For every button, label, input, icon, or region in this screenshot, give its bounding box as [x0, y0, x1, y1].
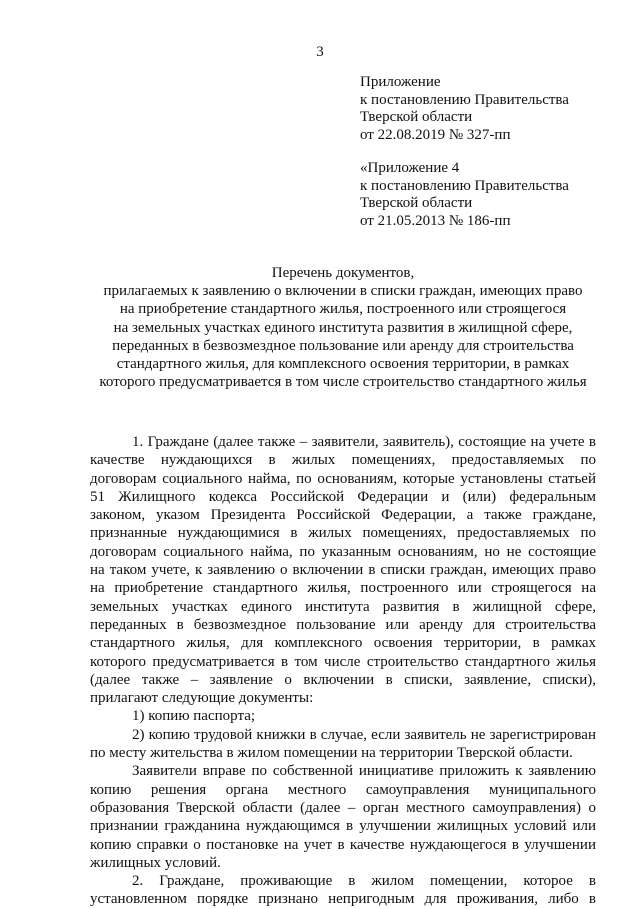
paragraph-line: на таком учете, к заявлению о включении в списки граждан, имеющих право: [90, 562, 596, 579]
appendix-header-current: [360, 74, 569, 144]
appendix-line: к постановлению Правительства: [360, 177, 569, 194]
document-title: [90, 264, 596, 391]
paragraph-line: копию решения органа местного самоуправления муниципального: [90, 781, 596, 798]
paragraph-line: признанные нуждающимися в жилых помещениях, предоставляемых по: [90, 525, 596, 542]
title-line: которого предусматривается в том числе строительство стандартного жилья: [99, 374, 587, 391]
paragraph-line: 1. Граждане (далее также – заявители, заявитель), состоящие на учете в: [132, 434, 596, 450]
paragraph-line: (далее также – заявление о включении в списки, заявление, списки),: [90, 671, 596, 688]
list-item-line: 1) копию паспорта;: [132, 708, 256, 725]
paragraph-line: переданных в безвозмездное пользование или аренду для строительства: [90, 616, 596, 633]
list-item-line: 2) копию трудовой книжки в случае, если заявитель не зарегистрирован: [132, 726, 596, 743]
title-line: стандартного жилья, для комплексного освоения территории, в рамках: [116, 356, 570, 373]
paragraph-line: стандартного жилья, для комплексного освоения территории, в рамках: [90, 635, 596, 652]
appendix-line: от 22.08.2019 № 327-пп: [360, 126, 511, 143]
appendix-line: от 21.05.2013 № 186-пп: [360, 212, 511, 229]
paragraph-line: 2. Граждане, проживающие в жилом помещении, которое в: [132, 873, 596, 890]
title-line: на приобретение стандартного жилья, построенного или строящегося: [119, 301, 567, 318]
title-line: прилагаемых к заявлению о включении в списки граждан, имеющих право: [103, 283, 583, 300]
paragraph-line: 51 Жилищного кодекса Российской Федерации и (или) федеральным: [90, 488, 596, 505]
paragraph-line: жилищных условий.: [90, 854, 221, 871]
paragraph-line: договорам социального найма, по основаниям, которые установлены статьей: [90, 470, 596, 487]
paragraph-line: земельных участках единого института развития в жилищной сфере,: [90, 598, 596, 615]
paragraph-line: копию справки о постановке на учет в качестве нуждающегося в улучшении: [90, 836, 596, 853]
paragraph-line: законом, указом Президента Российской Федерации, а также граждане,: [90, 507, 596, 524]
paragraph-line: качестве нуждающихся в жилых помещениях, предоставляемых по: [90, 452, 596, 469]
appendix-line: Тверской области: [360, 109, 473, 125]
title-line: переданных в безвозмездное пользование или аренду для строительства: [112, 337, 574, 354]
document-body: [90, 433, 596, 909]
appendix-line: к постановлению Правительства: [360, 91, 569, 108]
paragraph-line: образования Тверской области (далее – орган местного самоуправления) о: [90, 799, 596, 816]
paragraph-line: признании гражданина нуждающимся в улучшении жилищных условий или: [90, 818, 596, 835]
title-line: на земельных участках единого института развития в жилищной сфере,: [113, 319, 573, 336]
appendix-line: Приложение: [360, 74, 441, 90]
title-line: Перечень документов,: [271, 265, 415, 281]
list-item-line: по месту жительства в жилом помещении на территории Тверской области.: [90, 745, 573, 762]
paragraph-line: Заявители вправе по собственной инициативе приложить к заявлению: [132, 763, 596, 780]
paragraph-line: на приобретение стандартного жилья, построенного или строящегося на: [90, 580, 596, 597]
paragraph-line: которого предусматривается в том числе строительство стандартного жилья: [90, 653, 596, 670]
appendix-header-amended: [360, 160, 569, 230]
appendix-line: «Приложение 4: [360, 160, 460, 176]
appendix-line: Тверской области: [360, 195, 473, 211]
paragraph-line: прилагают следующие документы:: [90, 690, 314, 707]
page-number: 3: [316, 44, 324, 60]
paragraph-line: договорам социального найма, по указанным основаниям, но не состоящие: [90, 543, 596, 560]
paragraph-line: установленном порядке признано непригодным для проживания, либо в: [90, 891, 596, 908]
